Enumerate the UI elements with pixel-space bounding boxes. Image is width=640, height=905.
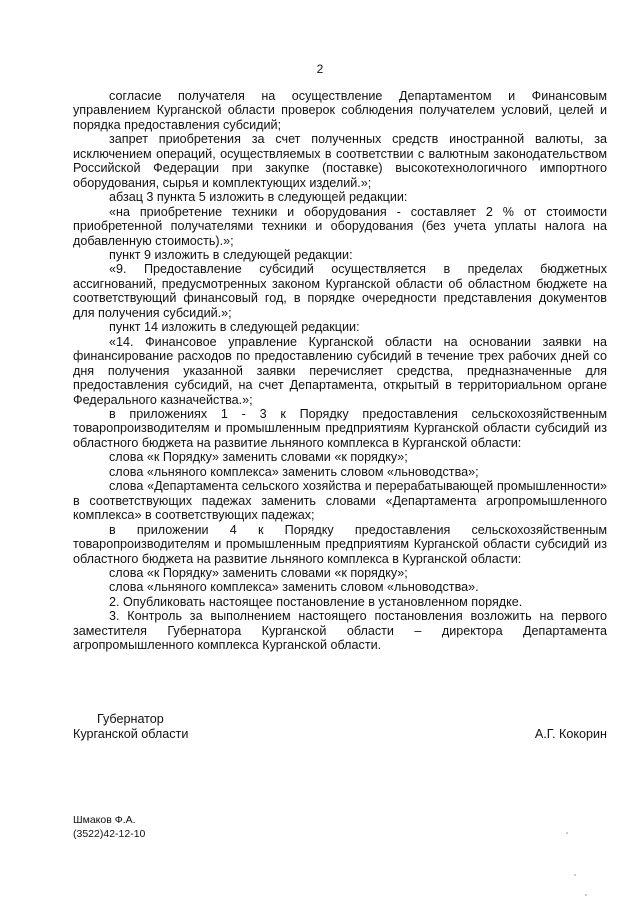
paragraph: в приложениях 1 - 3 к Порядку предоставления сельскохозяйственным товаропроизводителям и промышленным предприятиям Курганской области субсидий из областного бюджета на развитие льняного комплекса в Курганской области: (73, 406, 607, 450)
paragraph: «14. Финансовое управление Курганской области на основании заявки на финансирование расходов по предоставлению субсидий в течение трех рабочих дней со дня получения указанной заявки перечисляет средства, предназначенные для предоставления субсидий, на счет Департамента, открытый в территориальном органе Федерального казначейства.»; (73, 334, 607, 407)
page-number: 2 (316, 62, 324, 76)
signature-block (73, 712, 607, 746)
signatory-region: Курганской области (73, 727, 189, 741)
paragraph: «на приобретение техники и оборудования - составляет 2 % от стоимости приобретенной получателями техники и оборудования (без учета уплаты налога на добавленную стоимость).»; (73, 204, 607, 248)
signatory-name: А.Г. Кокорин (534, 727, 607, 741)
document-body (73, 89, 607, 653)
paragraph: запрет приобретения за счет полученных средств иностранной валюты, за исключением операций, осуществляемых в соответствии с валютным законодательством Российской Федерации при закупке (поставке) высокотехнологичного импортного оборудования, сырья и комплектующих изделий.»; (73, 132, 607, 190)
executor-phone: (3522)42-12-10 (73, 828, 146, 840)
paragraph: абзац 3 пункта 5 изложить в следующей редакции: (109, 190, 408, 205)
paragraph: пункт 9 изложить в следующей редакции: (109, 247, 353, 262)
paragraph: слова «Департамента сельского хозяйства и перерабатывающей промышленности» в соответствующих падежах заменить словами «Департамента агропромышленного комплекса» в соответствующих падежах; (73, 479, 607, 523)
paragraph: в приложении 4 к Порядку предоставления сельскохозяйственным товаропроизводителям и промышленным предприятиям Курганской области субсидий из областного бюджета на развитие льняного комплекса в Курганской области: (73, 522, 607, 566)
signatory-position: Губернатор (97, 712, 164, 726)
paragraph: согласие получателя на осуществление Департаментом и Финансовым управлением Курганской области проверок соблюдения получателем условий, целей и порядка предоставления субсидий; (73, 89, 607, 132)
scan-speck (566, 832, 568, 834)
paragraph: слова «к Порядку» заменить словами «к порядку»; (109, 565, 408, 580)
paragraph: слова «льняного комплекса» заменить словом «льноводства». (109, 580, 479, 595)
paragraph: «9. Предоставление субсидий осуществляется в пределах бюджетных ассигнований, предусмотренных законом Курганской области об областном бюджете на соответствующий финансовый год, в порядке очередности представления документов для получения субсидий.»; (73, 262, 607, 320)
executor-block (73, 813, 145, 841)
paragraph: слова «к Порядку» заменить словами «к порядку»; (109, 450, 408, 465)
paragraph: пункт 14 изложить в следующей редакции: (109, 320, 360, 335)
scan-speck (585, 894, 587, 896)
executor-name: Шмаков Ф.А. (73, 814, 136, 826)
paragraph: слова «льняного комплекса» заменить словом «льноводства»; (109, 464, 479, 479)
paragraph: 3. Контроль за выполнением настоящего постановления возложить на первого заместителя Губернатора Курганской области – директора Департамента агропромышленного комплекса Курганской области. (73, 609, 607, 653)
scan-speck (574, 874, 576, 876)
paragraph: 2. Опубликовать настоящее постановление в установленном порядке. (109, 594, 523, 609)
